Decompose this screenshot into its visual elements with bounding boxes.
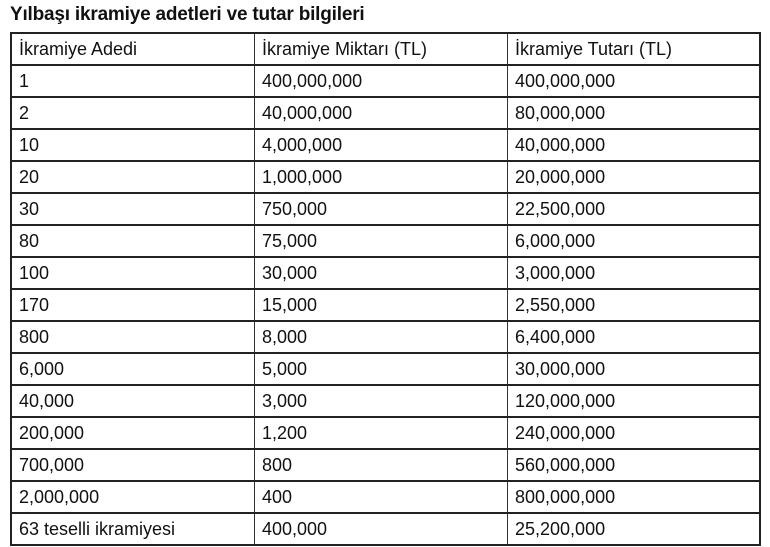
cell-count: 63 teselli ikramiyesi	[11, 513, 255, 545]
table-row	[11, 417, 760, 449]
cell-total: 22,500,000	[508, 193, 761, 225]
cell-amount: 400,000	[255, 513, 508, 545]
cell-amount: 5,000	[255, 353, 508, 385]
table-row	[11, 321, 760, 353]
cell-count: 30	[11, 193, 255, 225]
cell-total: 80,000,000	[508, 97, 761, 129]
table-row	[11, 513, 760, 545]
cell-count: 700,000	[11, 449, 255, 481]
cell-total: 6,400,000	[508, 321, 761, 353]
table-row	[11, 449, 760, 481]
cell-count: 2,000,000	[11, 481, 255, 513]
cell-count: 2	[11, 97, 255, 129]
cell-total: 240,000,000	[508, 417, 761, 449]
cell-count: 1	[11, 65, 255, 97]
cell-amount: 40,000,000	[255, 97, 508, 129]
cell-count: 10	[11, 129, 255, 161]
cell-amount: 400	[255, 481, 508, 513]
cell-total: 6,000,000	[508, 225, 761, 257]
cell-amount: 750,000	[255, 193, 508, 225]
cell-total: 30,000,000	[508, 353, 761, 385]
cell-total: 25,200,000	[508, 513, 761, 545]
table-row	[11, 65, 760, 97]
table-row	[11, 289, 760, 321]
cell-amount: 800	[255, 449, 508, 481]
table-row	[11, 353, 760, 385]
cell-total: 20,000,000	[508, 161, 761, 193]
table-row	[11, 161, 760, 193]
cell-total: 400,000,000	[508, 65, 761, 97]
cell-amount: 8,000	[255, 321, 508, 353]
cell-count: 6,000	[11, 353, 255, 385]
table-row	[11, 97, 760, 129]
cell-amount: 1,000,000	[255, 161, 508, 193]
cell-count: 40,000	[11, 385, 255, 417]
cell-amount: 1,200	[255, 417, 508, 449]
table-row	[11, 193, 760, 225]
header-count: İkramiye Adedi	[11, 33, 255, 65]
page-title: Yılbaşı ikramiye adetleri ve tutar bilgileri	[10, 4, 365, 25]
header-amount: İkramiye Miktarı (TL)	[255, 33, 508, 65]
table-row	[11, 225, 760, 257]
cell-count: 80	[11, 225, 255, 257]
cell-total: 800,000,000	[508, 481, 761, 513]
bonus-table	[10, 32, 761, 546]
cell-total: 560,000,000	[508, 449, 761, 481]
cell-total: 120,000,000	[508, 385, 761, 417]
cell-total: 2,550,000	[508, 289, 761, 321]
cell-amount: 400,000,000	[255, 65, 508, 97]
table-row	[11, 257, 760, 289]
cell-count: 170	[11, 289, 255, 321]
cell-total: 40,000,000	[508, 129, 761, 161]
header-total: İkramiye Tutarı (TL)	[508, 33, 761, 65]
cell-amount: 4,000,000	[255, 129, 508, 161]
cell-count: 20	[11, 161, 255, 193]
table-row	[11, 385, 760, 417]
table-row	[11, 481, 760, 513]
cell-count: 200,000	[11, 417, 255, 449]
cell-count: 800	[11, 321, 255, 353]
cell-amount: 75,000	[255, 225, 508, 257]
cell-amount: 3,000	[255, 385, 508, 417]
cell-total: 3,000,000	[508, 257, 761, 289]
table-header-row	[11, 33, 760, 65]
cell-count: 100	[11, 257, 255, 289]
table-row	[11, 129, 760, 161]
cell-amount: 15,000	[255, 289, 508, 321]
cell-amount: 30,000	[255, 257, 508, 289]
